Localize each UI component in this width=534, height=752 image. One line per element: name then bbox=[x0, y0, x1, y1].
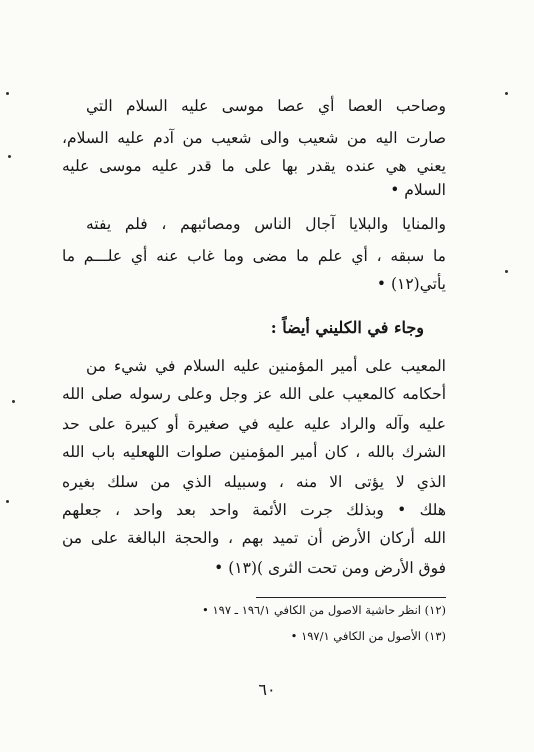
body-line: عليه وآله والراد عليه عليه في صغيرة أو كبيرة على حد bbox=[62, 415, 446, 433]
body-line: وصاحب العصا أي عصا موسى عليه السلام التي bbox=[86, 97, 446, 115]
body-line: فوق الأرض ومن تحت الثرى )(١٣) • bbox=[214, 559, 446, 577]
body-line: السلام • bbox=[390, 181, 446, 199]
body-line: صارت اليه من شعيب والى شعيب من آدم عليه السلام، bbox=[62, 129, 446, 147]
scan-speck bbox=[505, 92, 508, 95]
section-heading: وجاء في الكليني أيضاً : bbox=[270, 318, 424, 337]
page-number: ٦٠ bbox=[258, 680, 276, 699]
body-line: أحكامه كالمعيب على الله عز وجل وعلى رسوله صلى الله bbox=[62, 385, 446, 403]
body-line: ما سبقه ، أي علم ما مضى وما غاب عنه أي علـــم ما bbox=[62, 247, 446, 265]
body-line: الذي لا يؤتى الا منه ، وسبيله الذي من سلك بغيره bbox=[62, 473, 446, 491]
body-line: الله أركان الأرض أن تميد بهم ، والحجة البالغة على من bbox=[62, 529, 446, 547]
body-line: يأتي(١٢) • bbox=[376, 275, 446, 293]
footnote: (١٢) انظر حاشية الاصول من الكافي ١٩٦/١ ـ ١٩٧ • bbox=[202, 603, 446, 617]
body-line: المعيب على أمير المؤمنين عليه السلام في شيء من bbox=[86, 357, 446, 375]
scan-speck bbox=[6, 500, 9, 503]
scan-speck bbox=[8, 155, 11, 158]
body-line: والمنايا والبلايا آجال الناس ومصائبهم ، فلم يفته bbox=[86, 215, 446, 233]
footnote: (١٣) الأصول من الكافي ١٩٧/١ • bbox=[290, 629, 446, 643]
scan-speck bbox=[505, 270, 508, 273]
body-line: هلك • وبذلك جرت الأئمة واحد بعد واحد ، جعلهم bbox=[62, 501, 446, 519]
scan-speck bbox=[6, 92, 9, 95]
body-line: يعني هي عنده يقدر بها على ما قدر عليه موسى عليه bbox=[62, 157, 446, 175]
body-line: الشرك بالله ، كان أمير المؤمنين صلوات اللهعليه باب الله bbox=[62, 443, 446, 461]
scan-speck bbox=[12, 400, 15, 403]
footnote-separator bbox=[256, 597, 446, 598]
